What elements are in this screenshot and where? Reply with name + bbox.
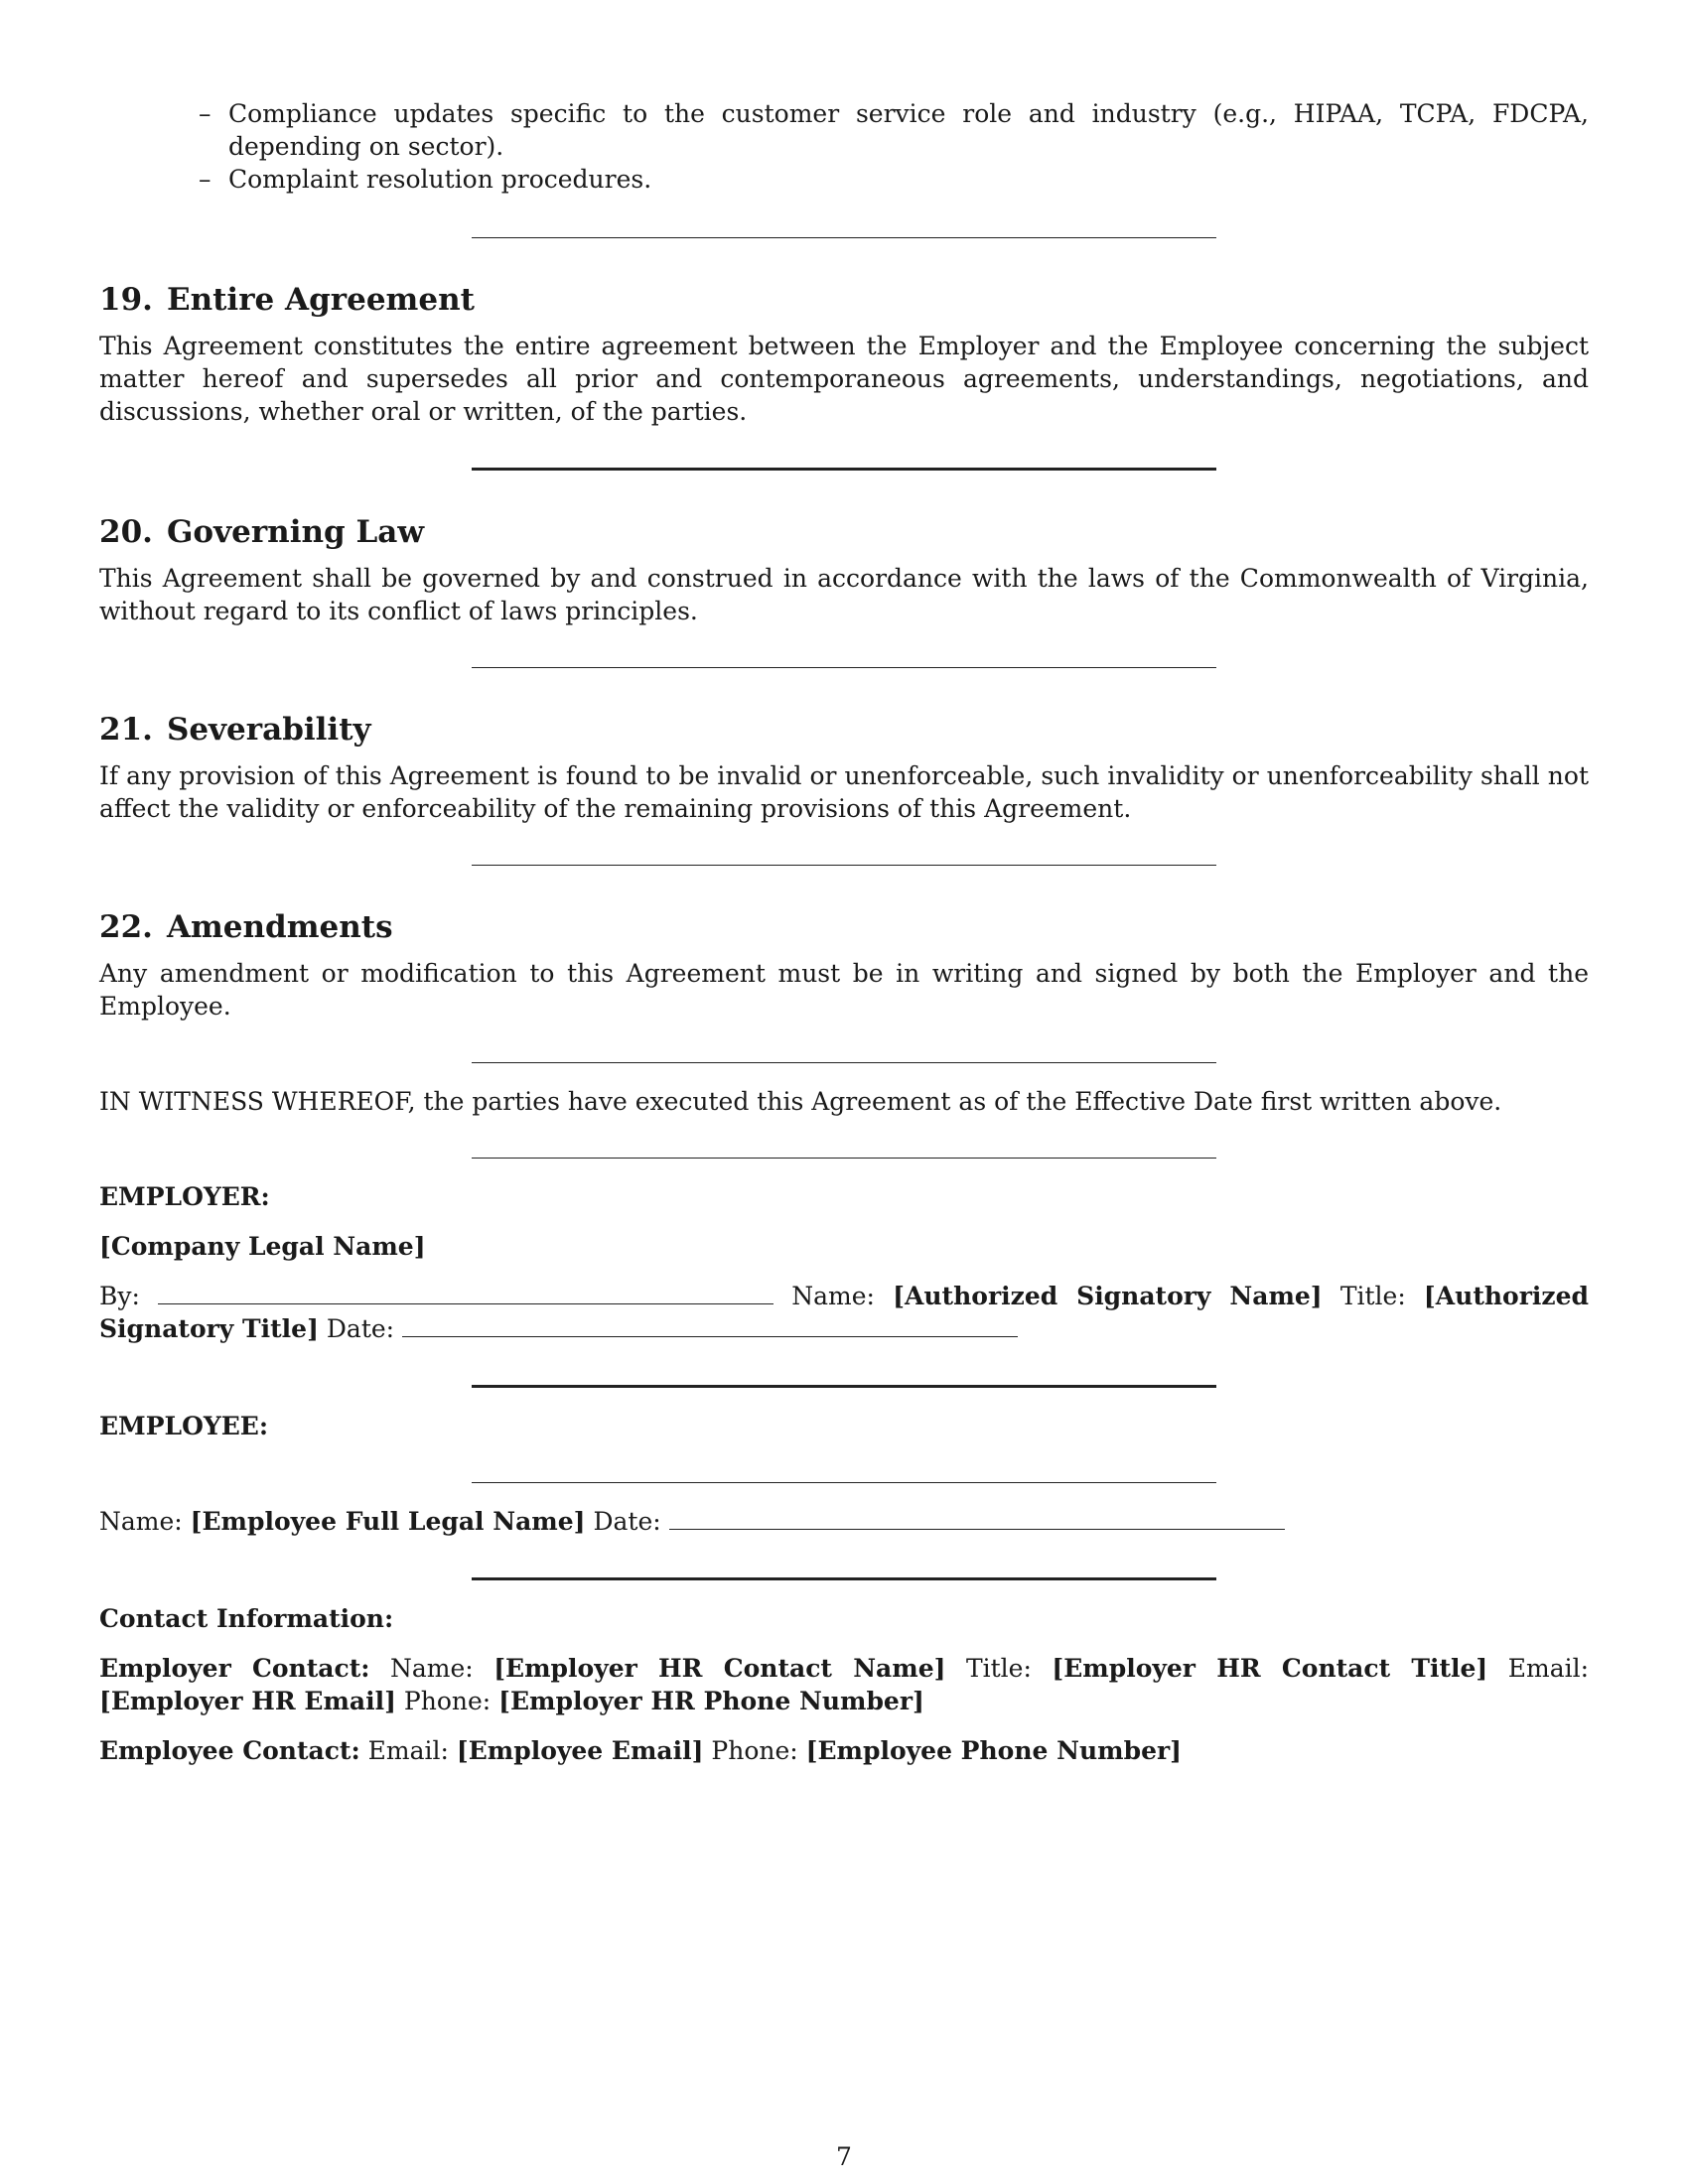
section-number: 21. [99, 712, 153, 748]
section-body-governing-law: This Agreement shall be governed by and construed in accordance with the laws of the Commonwealth of Virginia, without regard to its conflict of laws principles. [99, 564, 1589, 625]
company-name: [Company Legal Name] [99, 1232, 426, 1261]
phone-label: Phone: [711, 1736, 798, 1765]
divider [472, 1385, 1216, 1388]
divider [472, 1482, 1216, 1483]
employee-signature-block [99, 1505, 1589, 1538]
employer-contact [99, 1652, 1589, 1717]
bullet-dash: – [199, 99, 211, 128]
section-number: 19. [99, 282, 153, 318]
bullet-text: Compliance updates specific to the customer service role and industry (e.g., HIPAA, TCPA, FDCPA, depending on sector). [228, 99, 1589, 161]
date-label: Date: [593, 1507, 661, 1536]
section-heading-entire-agreement [99, 280, 1589, 320]
section-number: 20. [99, 514, 153, 550]
hr-phone: [Employer HR Phone Number] [498, 1687, 924, 1715]
section-title: Severability [166, 712, 371, 748]
signatory-title: [Authorized Signatory Title] [99, 1282, 1589, 1343]
section-body-amendments: Any amendment or modification to this Agreement must be in writing and signed by both the Employer and the Employee. [99, 959, 1589, 1021]
divider [472, 1577, 1216, 1580]
divider [472, 1062, 1216, 1063]
divider [472, 667, 1216, 668]
phone-label: Phone: [403, 1687, 492, 1715]
bullet-text: Complaint resolution procedures. [228, 165, 652, 194]
employee-contact [99, 1734, 1589, 1767]
divider [472, 1158, 1216, 1159]
employer-heading: EMPLOYER: [99, 1182, 270, 1211]
divider [472, 468, 1216, 471]
contact-heading: Contact Information: [99, 1604, 394, 1633]
date-label: Date: [326, 1314, 395, 1343]
section-heading-governing-law [99, 512, 1589, 552]
employer-signature-line[interactable] [158, 1280, 774, 1304]
section-title: Entire Agreement [166, 282, 475, 318]
page-content [99, 97, 1589, 1767]
section-number: 22. [99, 909, 153, 945]
hr-email: [Employer HR Email] [99, 1687, 396, 1715]
employer-date-line[interactable] [402, 1312, 1018, 1337]
section-title: Governing Law [166, 514, 425, 550]
bullet-list [99, 97, 1589, 196]
name-label: Name: [99, 1507, 183, 1536]
title-label: Title: [1339, 1282, 1406, 1310]
section-heading-amendments [99, 907, 1589, 947]
employee-date-line[interactable] [669, 1505, 1285, 1530]
by-label: By: [99, 1282, 140, 1310]
bullet-dash: – [199, 165, 211, 194]
divider [472, 237, 1216, 238]
section-title: Amendments [166, 909, 393, 945]
hr-contact-title: [Employer HR Contact Title] [1052, 1654, 1488, 1683]
employee-heading: EMPLOYEE: [99, 1412, 269, 1440]
email-label: Email: [1507, 1654, 1590, 1683]
witness-statement: IN WITNESS WHEREOF, the parties have executed this Agreement as of the Effective Date first written above. [99, 1087, 1502, 1116]
employer-company [99, 1230, 1589, 1263]
employee-name: [Employee Full Legal Name] [190, 1507, 586, 1536]
section-body-severability: If any provision of this Agreement is found to be invalid or unenforceable, such invalidity or unenforceability shall not affect the validity or enforceability of the remaining provisions of this Agreement. [99, 761, 1589, 823]
employee-contact-label: Employee Contact: [99, 1736, 360, 1765]
section-heading-severability [99, 710, 1589, 750]
title-label: Title: [965, 1654, 1032, 1683]
divider [472, 865, 1216, 866]
hr-contact-name: [Employer HR Contact Name] [493, 1654, 946, 1683]
employee-email: [Employee Email] [456, 1736, 704, 1765]
signatory-name: [Authorized Signatory Name] [893, 1282, 1323, 1310]
employer-contact-label: Employer Contact: [99, 1654, 370, 1683]
section-body-entire-agreement: This Agreement constitutes the entire agreement between the Employer and the Employee concerning the subject matter hereof and supersedes all prior and contemporaneous agreements, understandings, negotiations, and discussions, whether oral or written, of the parties. [99, 332, 1589, 426]
name-label: Name: [791, 1282, 875, 1310]
name-label: Name: [390, 1654, 474, 1683]
list-item [199, 163, 1589, 196]
email-label: Email: [367, 1736, 449, 1765]
employee-phone: [Employee Phone Number] [805, 1736, 1182, 1765]
list-item [199, 97, 1589, 163]
page-number: 7 [836, 2142, 852, 2171]
employer-signature-block [99, 1280, 1589, 1345]
